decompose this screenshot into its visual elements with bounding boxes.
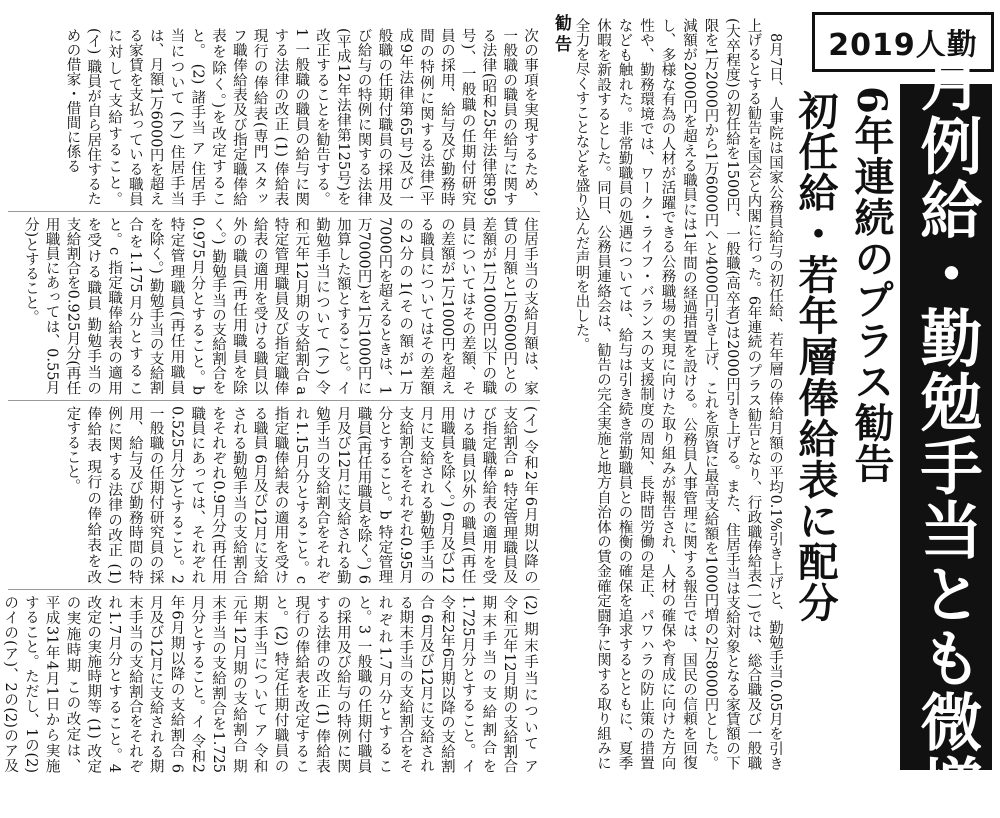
body-tier-1 — [8, 28, 540, 206]
body-tier-4 — [2, 595, 540, 773]
body-tier-3 — [8, 406, 540, 584]
main-headline-banner — [900, 50, 992, 818]
sub-headline-1-text: 6年連続のプラス勧告 — [848, 86, 895, 484]
body-tier-4-text: (2) 期末手当について ア 令和元年12月期の支給割合 期末手当の支給割合を1.725月分とすること。イ 令和2年6月期以降の支給割合 6月及び12月に支給される期末手当の支給割合をそれぞれ1.7月分とすること。3 一般職の任期付職員の採用及び給与の特例に関する法律の改正 (1) 俸給表 現行の俸給表を改定すること。(2) 特定任期付職員の期末手当について ア 令和元年12月期の支給割合 期末手当の支給割合を1.725月分とすること。イ 令和2年6月期以降の支給割合 6月及び12月に支給される期末手当の支給割合をそれぞれ1.7月分とすること。4 改定の実施時期等 (1) 改定の実施時期 この改定は、平成31年4月1日から実施すること。ただし、1の(2)のイの(ア)、2の(2)のア及 — [2, 595, 538, 773]
body-tier-3-text: (イ) 令和2年6月期以降の支給割合 a 特定管理職員及び指定職俸給表の適用を受ける職員以外の職員(再任用職員を除く。) 6月及び12月に支給される勤勉手当の支給割合をそれぞれ0.95月分とすること。b 特定管理職員(再任用職員を除く。) 6月及び12月に支給される勤勉手当の支給割合をそれぞれ1.15月分とすること。c 指定職俸給表の適用を受ける職員 6月及び12月に支給される勤勉手当の支給割合をそれぞれ0.9月分(再任用職員にあっては、それぞれ0.525月分)とすること。2 一般職の任期付研究員の採用、給与及び勤務時間の特例に関する法律の改正 (1) 俸給表 現行の俸給表を改定すること。 — [64, 406, 538, 584]
tier-divider — [8, 211, 540, 212]
tier-divider — [8, 400, 540, 401]
body-tier-2 — [8, 217, 540, 395]
tier-divider — [8, 589, 540, 590]
year-tag: 2019人勤 — [828, 28, 978, 63]
sub-headline-1 — [846, 86, 896, 626]
body-tier-2-text: 住居手当の支給月額は、家賃の月額と1万6000円との差額が1万1000円以下の職員についてはその差額、その差額が1万1000円を超える職員についてはその差額の2分の1(その額が1万7000円を超えるときは、1万7000円)を1万1000円に加算した額とすること。イ 勤勉手当について (ア) 令和元年12月期の支給割合 a 特定管理職員及び指定職俸給表の適用を受ける職員以外の職員(再任用職員を除く。) 勤勉手当の支給割合を0.975月分とすること。b 特定管理職員(再任用職員を除く。) 勤勉手当の支給割合を1.175月分とすること。c 指定職俸給表の適用を受ける職員 勤勉手当の支給割合を0.925月分(再任用職員にあっては、0.55月分)とすること。 — [22, 217, 538, 395]
lead-paragraph — [573, 18, 785, 770]
sub-headline-2 — [790, 90, 840, 770]
article-body — [2, 14, 580, 773]
body-tier-1-text: 次の事項を実現するため、一般職の職員の給与に関する法律(昭和25年法律第95号)、一般職の任期付研究員の採用、給与及び勤務時間の特例に関する法律(平成9年法律第65号)及び一般職の任期付職員の採用及び給与の特例に関する法律(平成12年法律第125号)を改正することを勧告する。1 一般職の職員の給与に関する法律の改正 (1) 俸給表 現行の俸給表(専門スタッフ職俸給表及び指定職俸給表を除く。)を改定すること。 (2) 諸手当 ア 住居手当について (ア) 住居手当は、月額1万6000円を超える家賃を支払っている職員に対して支給すること。 (イ) 職員が自ら居住するための借家・借間に係る — [64, 28, 538, 206]
section-title: 勧告 — [551, 14, 571, 56]
main-headline: 月例給・勤勉手当とも微増 — [910, 50, 983, 818]
lead-text: 8月7日、人事院は国家公務員給与の初任給、若年層の俸給月額の平均0.1%引き上げと、勤勉手当0.05月を引き上げるとする勧告を国会と内閣に行った。6年連続のプラス勧告となり、行政職俸給表(一)では、総合職及び一般職(大卒程度)の初任給を1500円、一般職(高卒者)は2000円引き上げる。また、住居手当は支給対象となる家賃額の下限を1万2000円から1万6000円へと4000円引き上げ、これを原資に最高支給額を1000円増の2万8000円とした。減額が2000円を超える職員には1年間の経過措置を設ける。公務員人事管理に関する報告では、国民の信頼を回復し、多様な有為の人材が活躍できる公務職場の実現に向けた取り組みが報告され、人材の確保や育成に向けた方向性や、勤務環境では、ワーク・ライフ・バランスの支援制度の周知、長時間労働の是正、パワハラの防止策の措置なども触れた。非常勤職員の処遇については、給与は引き続き常勤職員との権衡の確保を追求するとともに、夏季休暇を新設するとした。同日、公務員連絡会は、勧告の完全実施と地方自治体の賃金確定闘争に関する取り組みに全力を尽くすことなどを盛り込んだ声明を出した。 — [573, 18, 783, 770]
sub-headline-2-text: 初任給・若年層俸給表に配分 — [792, 90, 839, 623]
